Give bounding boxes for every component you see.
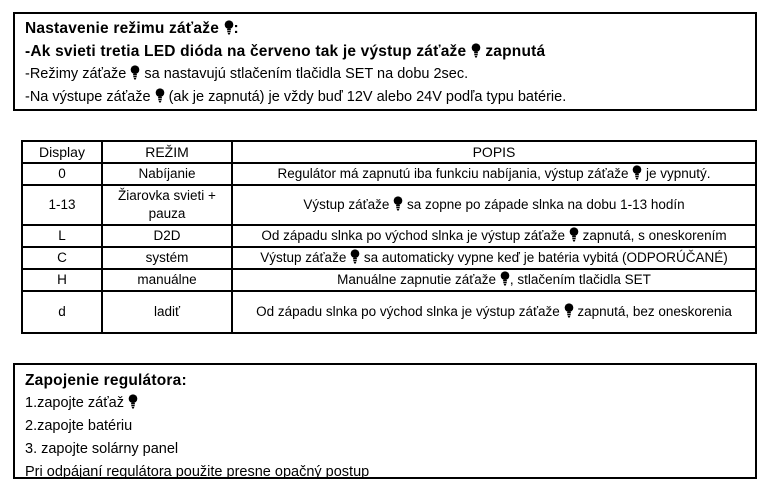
- table-row: [22, 163, 756, 185]
- popis-text: Od západu slnka po východ slnka je výstup záťaže: [261, 227, 569, 243]
- output-voltage-line: [25, 86, 749, 109]
- settings-title-text: Nastavenie režimu záťaže: [25, 20, 224, 37]
- lightbulb-icon: [500, 271, 510, 286]
- popis-text: Od západu slnka po východ slnka je výstup záťaže: [256, 303, 564, 319]
- set-button-text-end: sa nastavujú stlačením tlačidla SET na dobu 2sec.: [140, 66, 469, 82]
- lightbulb-icon: [632, 165, 642, 180]
- popis-text-end: zapnutá, s oneskorením: [578, 227, 727, 243]
- cell-display: d: [22, 291, 102, 333]
- cell-popis: [232, 269, 756, 291]
- lightbulb-icon: [224, 20, 234, 35]
- output-voltage-text-end: (ak je zapnutá) je vždy buď 12V alebo 24V podľa typu batérie.: [164, 89, 567, 105]
- popis-text: Regulátor má zapnutú iba funkciu nabíjania, výstup záťaže: [277, 165, 633, 181]
- popis-text-end: je vypnutý.: [642, 165, 711, 181]
- header-rezim: REŽIM: [102, 141, 232, 163]
- popis-text-end: sa automaticky vypne keď je batéria vybitá (ODPORÚČANÉ): [360, 249, 728, 265]
- set-button-line: [25, 63, 749, 86]
- table-row: [22, 185, 756, 225]
- table-row: [22, 269, 756, 291]
- cell-popis: [232, 225, 756, 247]
- lightbulb-icon: [393, 196, 403, 211]
- cell-rezim: D2D: [102, 225, 232, 247]
- lightbulb-icon: [564, 303, 574, 318]
- header-popis: POPIS: [232, 141, 756, 163]
- cell-display: 0: [22, 163, 102, 185]
- led-indicator-text-end: zapnutá: [480, 43, 546, 60]
- settings-title-line: [25, 17, 749, 40]
- wiring-note: Pri odpájaní regulátora použite presne opačný postup: [25, 464, 370, 480]
- cell-display: H: [22, 269, 102, 291]
- table-row: [22, 291, 756, 333]
- set-button-text: -Režimy záťaže: [25, 66, 131, 82]
- lightbulb-icon: [128, 394, 138, 409]
- led-indicator-text: -Ak svieti tretia LED dióda na červeno tak je výstup záťaže: [25, 43, 471, 60]
- cell-rezim: ladiť: [102, 291, 232, 333]
- wiring-instructions-box: [13, 363, 757, 479]
- wiring-step-3: 3. zapojte solárny panel: [25, 441, 179, 457]
- mode-table: [21, 140, 757, 334]
- table-row: [22, 247, 756, 269]
- popis-text-end: , stlačením tlačidla SET: [509, 271, 651, 287]
- output-voltage-text: -Na výstupe záťaže: [25, 89, 155, 105]
- cell-rezim: manuálne: [102, 269, 232, 291]
- table-row: [22, 225, 756, 247]
- cell-display: L: [22, 225, 102, 247]
- cell-rezim: systém: [102, 247, 232, 269]
- wiring-step-1: [25, 392, 749, 415]
- wiring-step-2: 2.zapojte batériu: [25, 418, 133, 434]
- load-mode-settings-box: [13, 12, 757, 111]
- lightbulb-icon: [155, 88, 165, 103]
- table-header-row: [22, 141, 756, 163]
- cell-popis: [232, 291, 756, 333]
- cell-display: C: [22, 247, 102, 269]
- popis-text: Výstup záťaže: [303, 196, 394, 212]
- lightbulb-icon: [569, 227, 579, 242]
- header-display: Display: [22, 141, 102, 163]
- led-indicator-line: [25, 40, 749, 63]
- settings-title-colon: :: [233, 20, 239, 37]
- lightbulb-icon: [350, 249, 360, 264]
- cell-popis: [232, 247, 756, 269]
- cell-popis: [232, 163, 756, 185]
- lightbulb-icon: [130, 65, 140, 80]
- wiring-step-1-text: 1.zapojte záťaž: [25, 395, 128, 411]
- wiring-title: Zapojenie regulátora:: [25, 372, 187, 389]
- popis-text-end: zapnutá, bez oneskorenia: [573, 303, 732, 319]
- popis-text-end: sa zopne po západe slnka na dobu 1-13 hodín: [403, 196, 685, 212]
- cell-rezim: Nabíjanie: [102, 163, 232, 185]
- cell-display: 1-13: [22, 185, 102, 225]
- cell-rezim: Žiarovka svieti + pauza: [102, 185, 232, 225]
- lightbulb-icon: [471, 43, 481, 58]
- popis-text: Manuálne zapnutie záťaže: [337, 271, 500, 287]
- cell-popis: [232, 185, 756, 225]
- popis-text: Výstup záťaže: [260, 249, 351, 265]
